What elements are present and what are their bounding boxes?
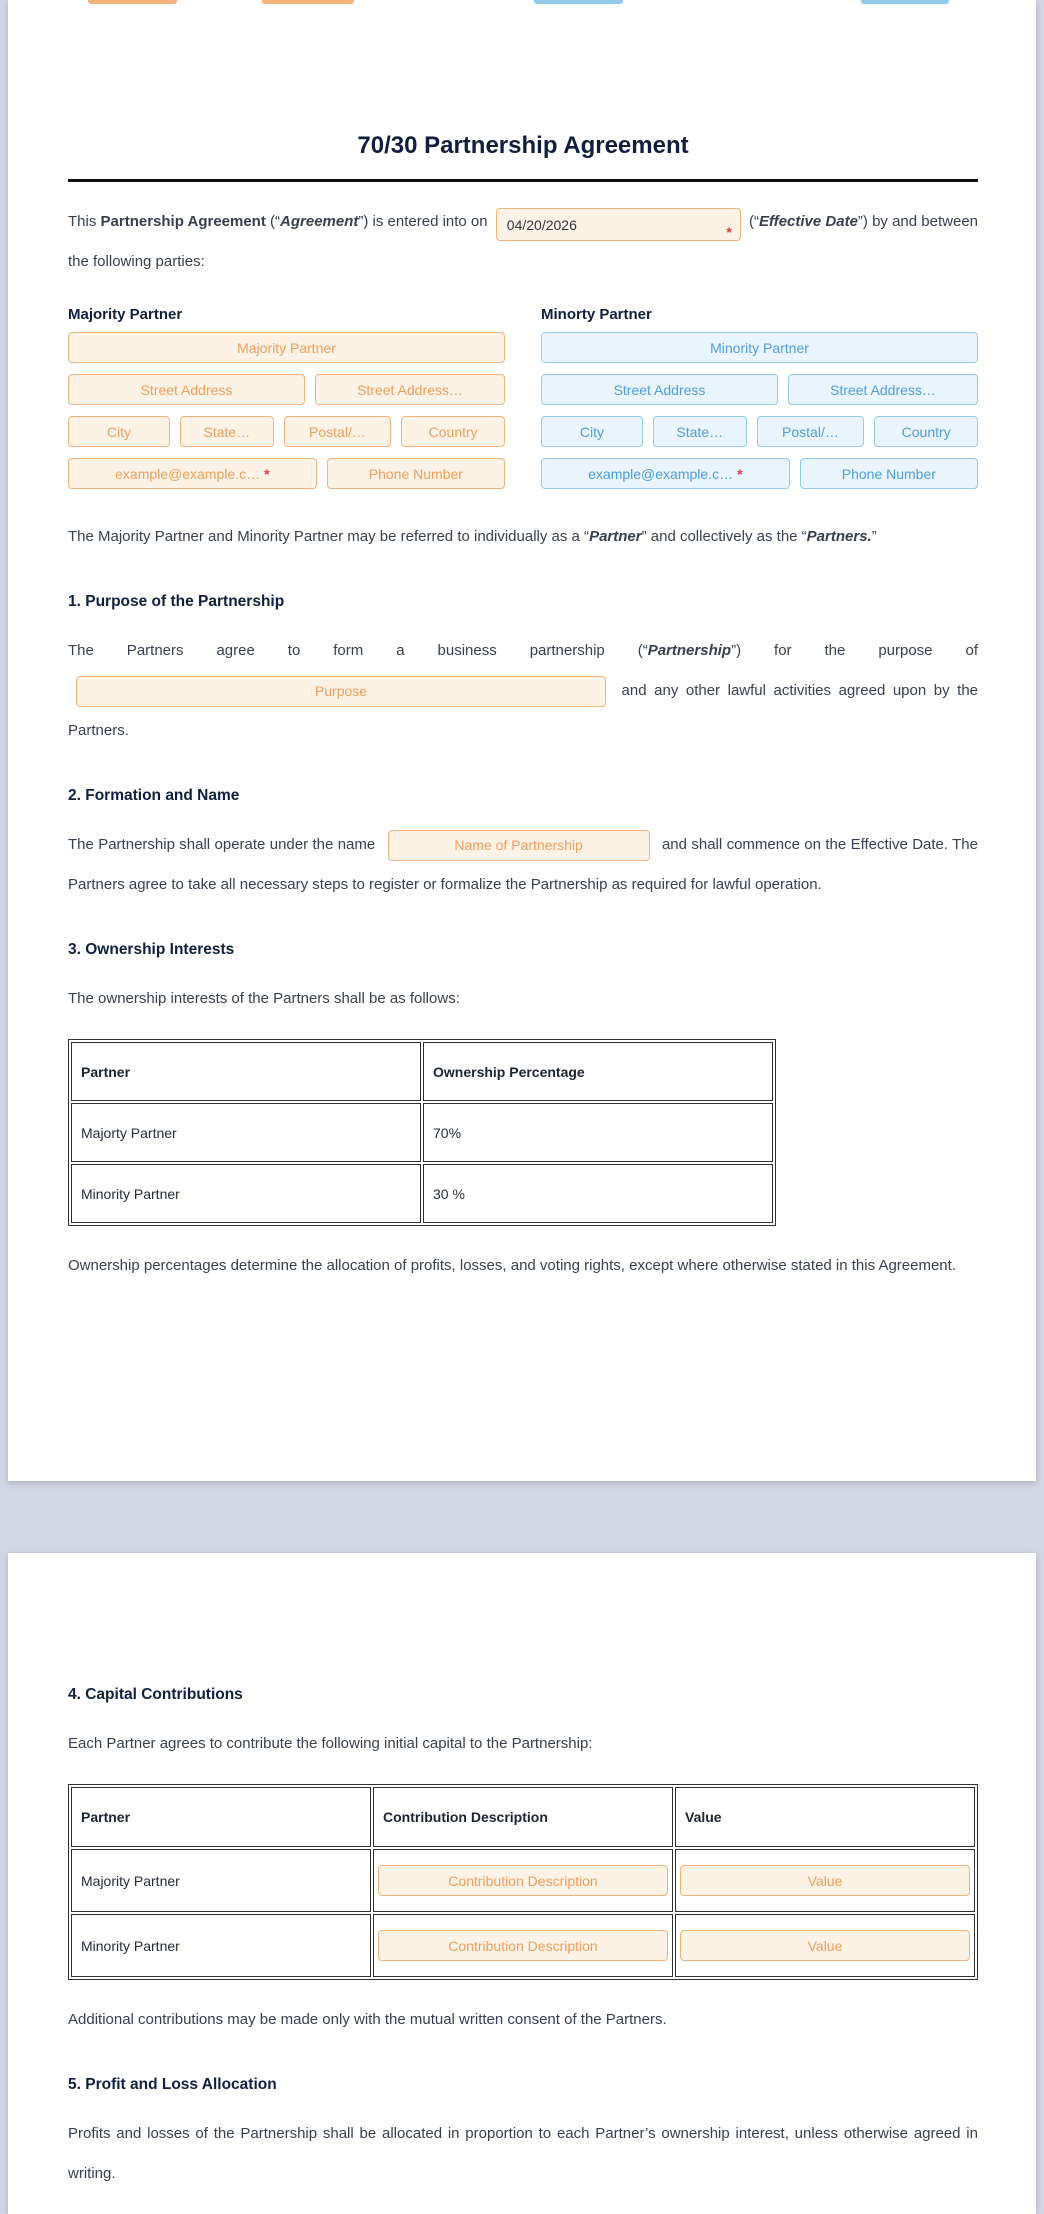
text-segment: This (68, 213, 101, 230)
required-asterisk: * (726, 223, 732, 240)
minority-partner-label: Minorty Partner (541, 306, 652, 323)
minority-name-input[interactable] (541, 332, 978, 363)
minority-country-input[interactable] (874, 416, 978, 447)
capital-minority-description-input[interactable] (378, 1930, 668, 1961)
purpose-paragraph (68, 631, 978, 751)
table-header-row (71, 1787, 975, 1847)
ownership-note: Ownership percentages determine the allocation of profits, losses, and voting rights, except where otherwise stated in this Agreement. (68, 1257, 956, 1274)
table-cell (675, 1849, 975, 1912)
profit-paragraph: Profits and losses of the Partnership shall be allocated in proportion to each Partner’s ownership interest, unless otherwise agreed in writing. (68, 2125, 978, 2182)
majority-street-input[interactable] (68, 374, 305, 405)
table-cell: 30 % (423, 1164, 773, 1223)
table-cell (675, 1914, 975, 1977)
text-segment: (“ (744, 213, 759, 230)
table-cell: Minority Partner (71, 1914, 371, 1977)
form-page-1 (8, 0, 1036, 1481)
text-segment: Partner (589, 528, 642, 545)
cutoff-field-fragment (534, 0, 623, 4)
email-placeholder: example@example.c… (588, 465, 734, 482)
column-header: Partner (71, 1042, 421, 1101)
column-header: Value (675, 1787, 975, 1847)
text-segment: and any other lawful activities agreed upon by the Partners. (68, 682, 978, 739)
cutoff-field-fragment (88, 0, 177, 4)
minority-city-input[interactable] (541, 416, 643, 447)
table-cell: 70% (423, 1103, 773, 1162)
majority-country-input[interactable] (401, 416, 505, 447)
text-segment: ”) by and between the following parties: (68, 213, 979, 270)
minority-email-input[interactable] (541, 458, 790, 489)
minority-phone-input[interactable] (800, 458, 978, 489)
text-segment: The Partnership shall operate under the name (68, 836, 380, 853)
text-segment: ” (871, 528, 877, 545)
email-placeholder: example@example.c… (115, 465, 261, 482)
text-segment: The Majority Partner and Minority Partner may be referred to individually as a “ (68, 528, 590, 545)
minority-street-input[interactable] (541, 374, 778, 405)
intro-paragraph (68, 202, 978, 282)
partnership-name-input[interactable] (388, 830, 650, 861)
section-heading-purpose: 1. Purpose of the Partnership (68, 593, 285, 610)
section-heading-ownership: 3. Ownership Interests (68, 941, 235, 958)
partners-section (68, 306, 978, 489)
capital-table (68, 1784, 978, 1980)
majority-street2-input[interactable] (315, 374, 505, 405)
minority-street-row (541, 374, 978, 405)
table-cell: Minority Partner (71, 1164, 421, 1223)
majority-phone-input[interactable] (327, 458, 505, 489)
text-segment: ” and collectively as the “ (641, 528, 807, 545)
table-header-row (71, 1042, 773, 1101)
form-page-2 (8, 1553, 1036, 2214)
table-cell: Majorty Partner (71, 1103, 421, 1162)
text-segment: Partnership Agreement (100, 213, 266, 230)
cutoff-field-fragment (262, 0, 354, 4)
table-row (71, 1849, 975, 1912)
majority-postal-input[interactable] (284, 416, 392, 447)
capital-majority-value-input[interactable] (680, 1865, 970, 1896)
effective-date-field[interactable] (496, 206, 741, 239)
effective-date-input[interactable] (496, 208, 741, 241)
required-asterisk: * (737, 465, 743, 482)
majority-name-input[interactable] (68, 332, 505, 363)
text-segment: Partners. (806, 528, 872, 545)
table-cell: Majority Partner (71, 1849, 371, 1912)
column-header: Contribution Description (373, 1787, 673, 1847)
ownership-lead: The ownership interests of the Partners shall be as follows: (68, 990, 460, 1007)
capital-majority-description-input[interactable] (378, 1865, 668, 1896)
text-segment: The Partners agree to form a business partnership (“ (68, 642, 648, 659)
section-heading-profit: 5. Profit and Loss Allocation (68, 2076, 277, 2093)
purpose-input[interactable] (76, 676, 606, 707)
capital-note: Additional contributions may be made only with the mutual written consent of the Partners. (68, 2011, 667, 2028)
text-segment: Effective Date (758, 213, 858, 230)
table-row (71, 1164, 773, 1223)
table-row (71, 1103, 773, 1162)
capital-minority-value-input[interactable] (680, 1930, 970, 1961)
ownership-table (68, 1039, 776, 1226)
referred-paragraph (68, 517, 978, 557)
text-segment: Partnership (647, 642, 732, 659)
column-header: Ownership Percentage (423, 1042, 773, 1101)
title-divider (68, 179, 978, 182)
minority-postal-input[interactable] (757, 416, 865, 447)
section-heading-capital: 4. Capital Contributions (68, 1686, 243, 1703)
table-cell (373, 1914, 673, 1977)
section-heading-formation: 2. Formation and Name (68, 787, 240, 804)
column-header: Partner (71, 1787, 371, 1847)
minority-contact-row (541, 458, 978, 489)
table-cell (373, 1849, 673, 1912)
majority-city-row (68, 416, 505, 447)
capital-lead: Each Partner agrees to contribute the following initial capital to the Partnership: (68, 1735, 593, 1752)
minority-state-input[interactable] (653, 416, 747, 447)
required-asterisk: * (264, 465, 270, 482)
table-row (71, 1914, 975, 1977)
majority-street-row (68, 374, 505, 405)
majority-partner-column (68, 306, 505, 489)
text-segment: Agreement (280, 213, 359, 230)
cutoff-field-fragment (861, 0, 949, 4)
page-title: 70/30 Partnership Agreement (357, 132, 689, 159)
majority-contact-row (68, 458, 505, 489)
text-segment: and shall commence on the Effective Date. The Partners agree to take all necessary steps to register or formalize the Partnership as required for lawful operation. (68, 836, 978, 893)
majority-partner-label: Majority Partner (68, 306, 183, 323)
text-segment: ”) for the purpose of (731, 642, 978, 659)
minority-street2-input[interactable] (788, 374, 978, 405)
minority-city-row (541, 416, 978, 447)
majority-city-input[interactable] (68, 416, 170, 447)
formation-paragraph (68, 825, 978, 905)
majority-email-input[interactable] (68, 458, 317, 489)
text-segment: (“ (265, 213, 281, 230)
minority-partner-column (541, 306, 978, 489)
majority-state-input[interactable] (180, 416, 274, 447)
text-segment: ”) is entered into on (358, 213, 492, 230)
